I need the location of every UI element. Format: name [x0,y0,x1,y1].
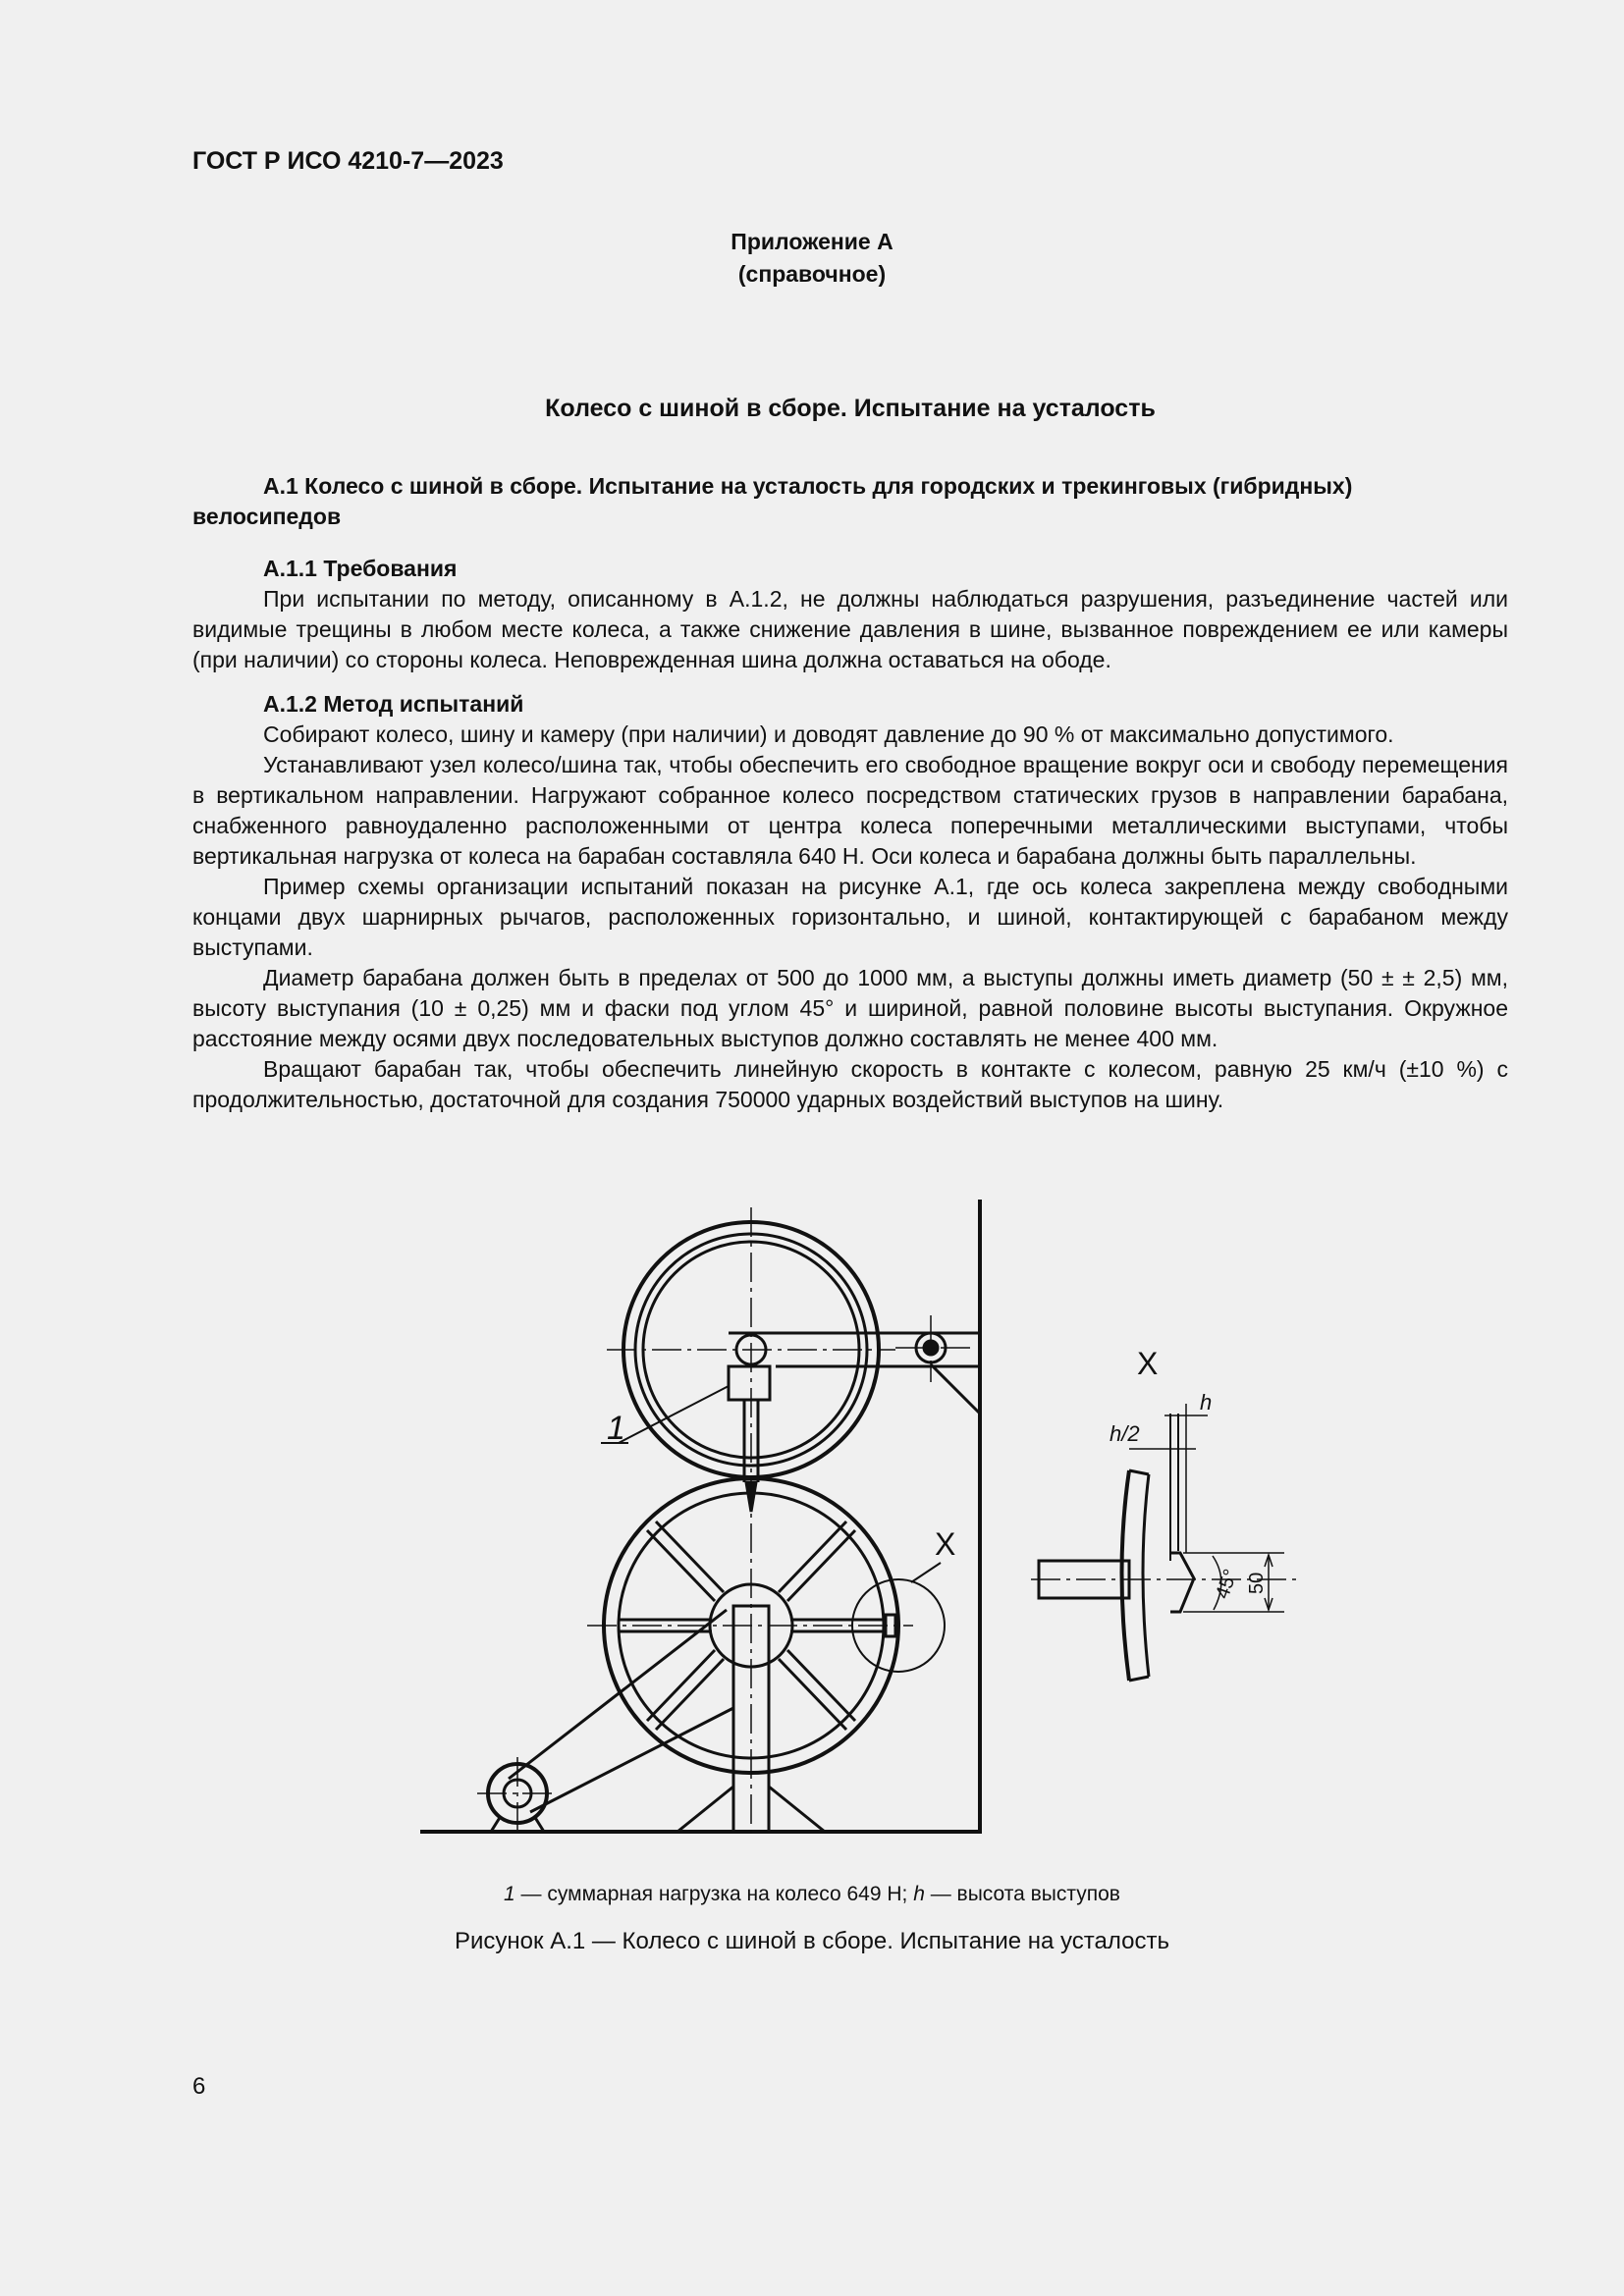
label-h2: h/2 [1110,1421,1140,1446]
stand-left [677,1787,733,1832]
document-header: ГОСТ Р ИСО 4210-7—2023 [192,147,504,175]
appendix-title: Колесо с шиной в сборе. Испытание на усталость [545,395,1156,422]
legend-item-1-text: — суммарная нагрузка на колесо 649 Н; [514,1883,914,1905]
legend-item-1-number: 1 [504,1883,515,1905]
section-a12-paragraph-3: Пример схемы организации испытаний показан на рисунке А.1, где ось колеса закреплена между свободными концами двух шарнирных рычагов, расположенных горизонтально, и шиной, контактирующей с барабаном между выступами. [192,874,1508,960]
legend-item-2-text: — высота выступов [924,1883,1120,1905]
motor-foot-left [491,1816,501,1832]
drive-arm-bottom [530,1708,733,1812]
label-1: 1 [607,1410,625,1447]
figure-legend [0,1883,1624,1906]
section-a1-title [192,471,1508,532]
page-number: 6 [192,2073,206,2100]
section-a12-paragraph-4: Диаметр барабана должен быть в пределах от 500 до 1000 мм, а выступы должны иметь диаметр (50 ± ± 2,5) мм, высоту выступания (10 ± 0,25) мм и фаски под углом 45° и шириной, равной половине высоты выступания. Окружное расстояние между осями двух последовательных выступов должно составлять не менее 400 мм. [192,965,1508,1051]
section-a12-paragraph-2: Устанавливают узел колесо/шина так, чтобы обеспечить его свободное вращение вокруг оси и свободу перемещения в вертикальном направлении. Нагружают собранное колесо посредством статических грузов в направлении барабана, снабженного равноудаленно расположенными от центра колеса поперечными металлическими выступами, чтобы вертикальная нагрузка от колеса на барабан составляла 640 Н. Оси колеса и барабана должны быть параллельны. [192,752,1508,869]
document-body [192,471,1508,1115]
appendix-type: (справочное) [737,261,887,287]
test-rig-drawing [420,1200,1296,1836]
center-lines [477,1207,972,1836]
label-x-main: X [935,1526,956,1562]
label-x-detail: X [1137,1346,1159,1381]
stand-right [769,1787,825,1832]
label-50: 50 [1246,1572,1268,1594]
section-a12-paragraph-1: Собирают колесо, шину и камеру (при наличии) и доводят давление до 90 % от максимально допустимого. [263,721,1394,747]
detail-tire-inner [1143,1474,1149,1677]
section-a11-paragraph: При испытании по методу, описанному в А.1.2, не должны наблюдаться разрушения, разъединение частей или видимые трещины в любом месте колеса, а также снижение давления в шине, вызванное повреждением ее или камеры (при наличии) со стороны колеса. Неповрежденная шина должна оставаться на ободе. [192,586,1508,672]
label-angle: 45° [1212,1566,1243,1602]
legend-item-2-symbol: h [913,1883,925,1905]
section-a1-line1: А.1 Колесо с шиной в сборе. Испытание на усталость для городских и трекинговых (гибридных) [263,473,1353,499]
figure-caption: Рисунок А.1 — Колесо с шиной в сборе. Испытание на усталость [455,1928,1169,1954]
section-a1-line2: велосипедов [192,504,342,529]
section-a12-paragraph-5: Вращают барабан так, чтобы обеспечить линейную скорость в контакте с колесом, равную 25 км/ч (±10 %) с продолжительностью, достаточной для создания 750000 ударных воздействий выступов на шину. [192,1056,1508,1112]
appendix-label: Приложение А [731,229,893,254]
label-h: h [1200,1390,1213,1415]
section-a12-title: А.1.2 Метод испытаний [263,691,524,717]
appendix-heading [0,226,1624,291]
load-block [729,1366,770,1400]
motor-foot-right [534,1816,544,1832]
lever-brace [931,1364,980,1414]
section-a11-title: А.1.1 Требования [263,556,458,581]
detail-cleat [1170,1553,1194,1612]
detail-x-drawing [1039,1404,1284,1681]
leader-x [911,1563,941,1582]
figure-a1-drawing [393,1188,1316,1845]
